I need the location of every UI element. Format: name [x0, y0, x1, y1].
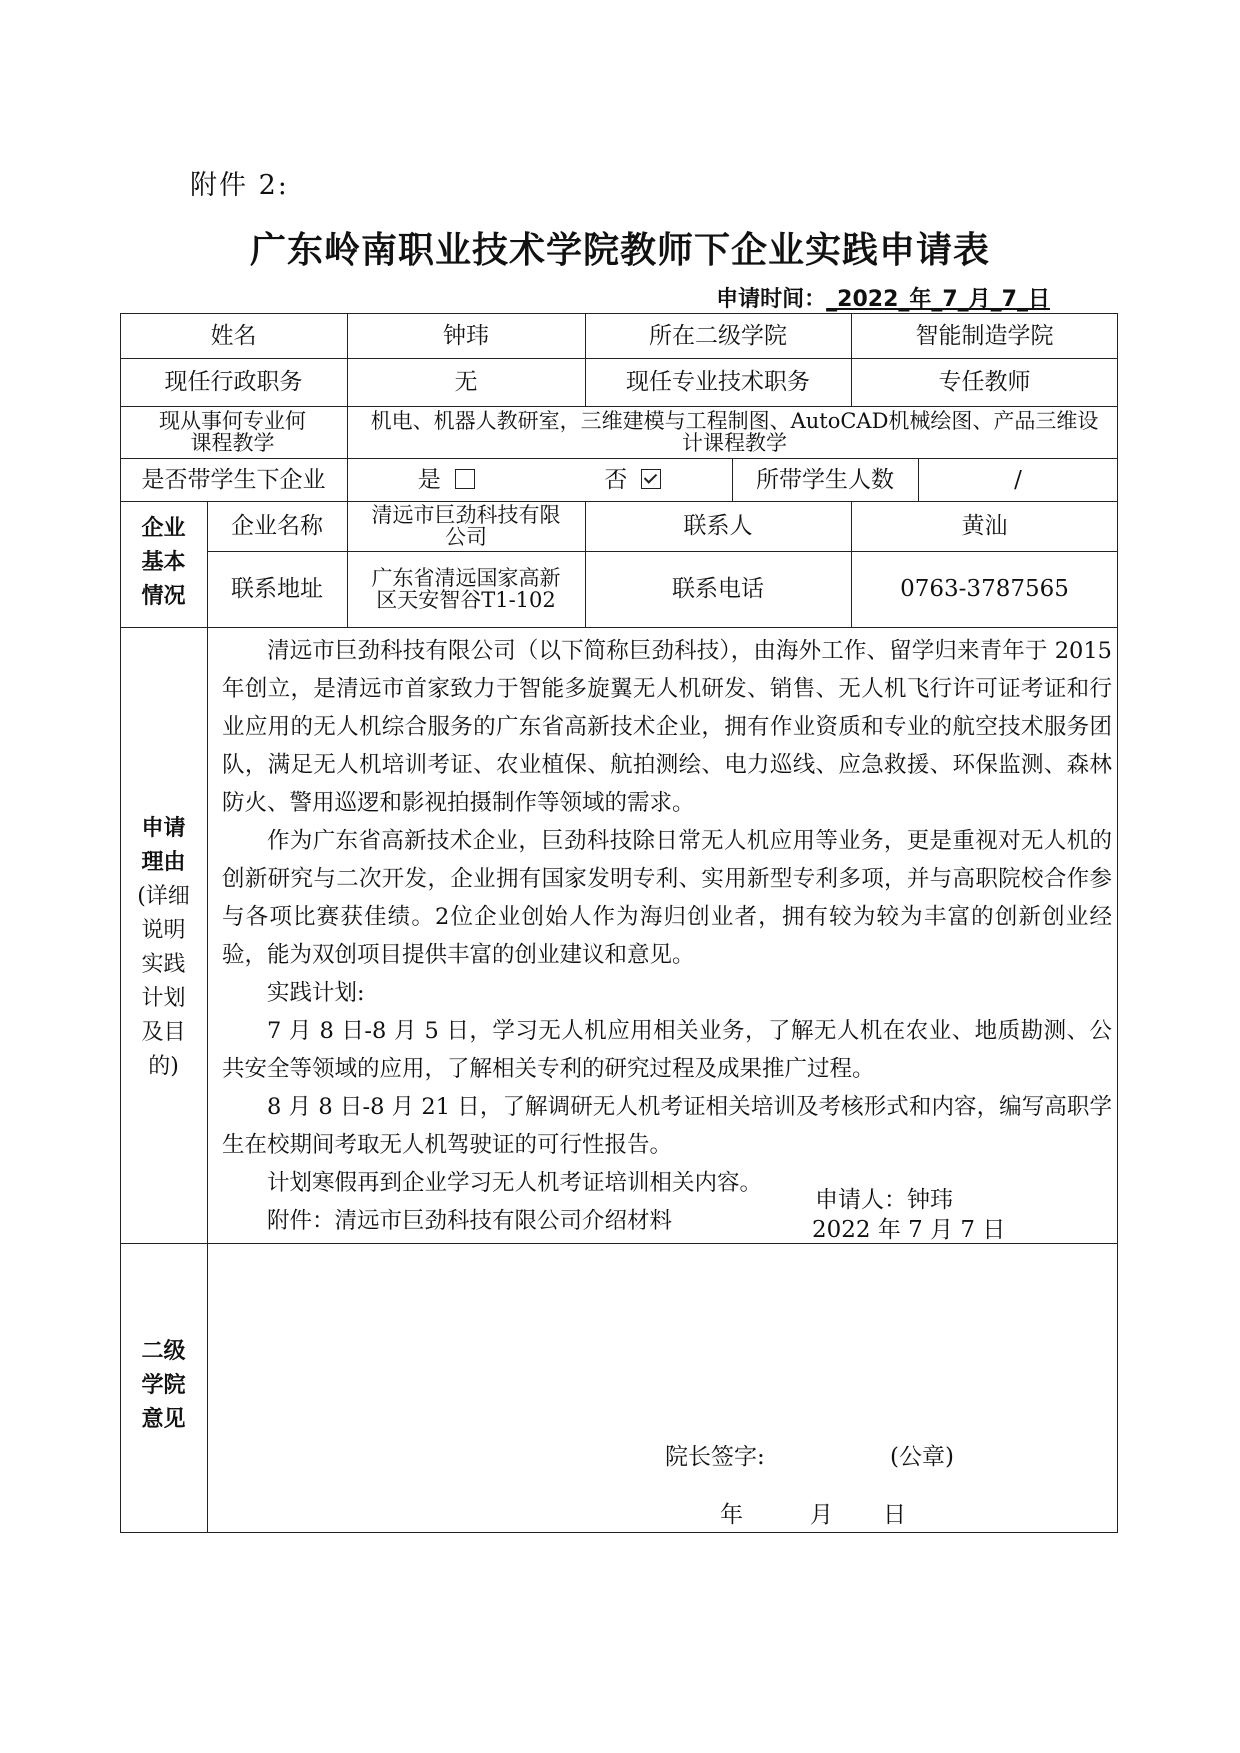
company-name-label: 企业名称 [231, 513, 323, 539]
student-count-label: 所带学生人数 [756, 466, 894, 493]
opinion-year-label: 年 [720, 1502, 743, 1528]
reason-paragraph: 作为广东省高新技术企业，巨劲科技除日常无人机应用等业务，更是重视对无人机的创新研究与二次开发，企业拥有国家发明专利、实用新型专利多项，并与高职院校合作参与各项比赛获佳绩。2位企业创始人作为海归创业者，拥有较为较为丰富的创新创业经验，能为双创项目提供丰富的创业建议和意见。 [222, 828, 1112, 968]
reason-note-line: 说明 [141, 918, 186, 943]
reason-section-label [120, 812, 207, 1084]
reason-note-line: 及目 [141, 1020, 186, 1045]
address-label: 联系地址 [231, 576, 323, 602]
date-value: _2022_年_7_月_7_日 [826, 287, 1050, 312]
date-label: 申请时间： [716, 287, 827, 312]
phone-value: 0763-3787565 [900, 576, 1069, 602]
annex-label: 附件 2: [190, 170, 289, 201]
reason-paragraph: 清远市巨劲科技有限公司（以下简称巨劲科技），由海外工作、留学归来青年于 2015 年创立，是清远市首家致力于智能多旋翼无人机研发、销售、无人机飞行许可证考证和行业应用的无人机综合服务的广东省高新技术企业，拥有作业资质和专业的航空技术服务团队，满足无人机培训考证、农业植保、航拍测绘、电力巡线、应急救援、环保监测、森林防火、警用巡逻和影视拍摄制作等领域的需求。 [222, 638, 1112, 816]
enterprise-label-line: 情况 [141, 584, 186, 609]
col-divider [347, 501, 348, 627]
applicant-date: 2022 年 7 月 7 日 [812, 1217, 1006, 1243]
students-label: 是否带学生下企业 [141, 466, 326, 493]
reason-note-line: (详细 [137, 884, 190, 909]
opinion-month-label: 月 [810, 1502, 833, 1528]
tech-position-label: 现任专业技术职务 [626, 369, 810, 395]
reason-paragraph: 计划寒假再到企业学习无人机考证培训相关内容。 [267, 1170, 763, 1196]
reason-label-line: 理由 [141, 850, 186, 875]
contact-person-label: 联系人 [683, 513, 753, 539]
contact-person-value: 黄汕 [961, 513, 1008, 539]
opinion-label-line: 二级 [141, 1339, 186, 1364]
tech-position-value: 专任教师 [938, 369, 1031, 395]
no-label: 否 [604, 466, 628, 493]
applicant-signature: 申请人：钟玮 [815, 1187, 953, 1213]
address-value: 广东省清远国家高新区天安智谷T1-102 [371, 566, 561, 612]
name-value: 钟玮 [443, 322, 489, 349]
opinion-section-label [120, 1335, 207, 1437]
opinion-label-line: 学院 [141, 1373, 186, 1398]
enterprise-section-label [120, 512, 207, 614]
name-label: 姓名 [210, 322, 257, 349]
reason-note-line: 计划 [141, 986, 186, 1011]
reason-paragraph: 8 月 8 日-8 月 21 日，了解调研无人机考证相关培训及考核形式和内容，编写高职学生在校期间考取无人机驾驶证的可行性报告。 [222, 1094, 1112, 1158]
yes-checkbox[interactable] [455, 469, 475, 489]
no-option[interactable] [604, 468, 661, 492]
reason-text [222, 632, 1112, 1240]
phone-label: 联系电话 [672, 576, 764, 602]
reason-paragraph: 附件：清远市巨劲科技有限公司介绍材料 [267, 1208, 673, 1234]
col-divider [207, 501, 208, 1533]
reason-label-line: 申请 [141, 816, 186, 841]
enterprise-label-line: 基本 [141, 550, 186, 575]
reason-paragraph: 实践计划: [267, 980, 365, 1006]
yes-option[interactable] [418, 468, 475, 492]
opinion-day-label: 日 [883, 1502, 906, 1528]
company-name-value: 清远市巨劲科技有限公司 [371, 503, 561, 549]
college-label: 所在二级学院 [649, 322, 787, 349]
opinion-label-line: 意见 [141, 1407, 186, 1432]
college-value: 智能制造学院 [915, 322, 1054, 349]
teaching-label: 现从事何专业何课程教学 [159, 409, 306, 455]
students-options [347, 458, 732, 501]
admin-position-label: 现任行政职务 [164, 369, 303, 395]
reason-note-line: 的) [148, 1054, 179, 1079]
student-count-value: / [1014, 466, 1022, 493]
reason-paragraph: 7 月 8 日-8 月 5 日，学习无人机应用相关业务，了解无人机在农业、地质勘测、公共安全等领域的应用，了解相关专利的研究过程及成果推广过程。 [222, 1018, 1112, 1082]
page-title: 广东岭南职业技术学院教师下企业实践申请表 [249, 230, 990, 271]
yes-label: 是 [417, 466, 441, 493]
teaching-value: 机电、机器人教研室，三维建模与工程制图、AutoCAD机械绘图、产品三维设计课程教学 [370, 409, 1099, 455]
reason-note-line: 实践 [141, 952, 186, 977]
row-divider [120, 627, 1118, 628]
dean-signature-label: 院长签字: [665, 1444, 765, 1470]
seal-label: (公章) [890, 1444, 954, 1470]
enterprise-label-line: 企业 [141, 516, 186, 541]
admin-position-value: 无 [454, 369, 478, 395]
no-checkbox[interactable] [641, 469, 661, 489]
